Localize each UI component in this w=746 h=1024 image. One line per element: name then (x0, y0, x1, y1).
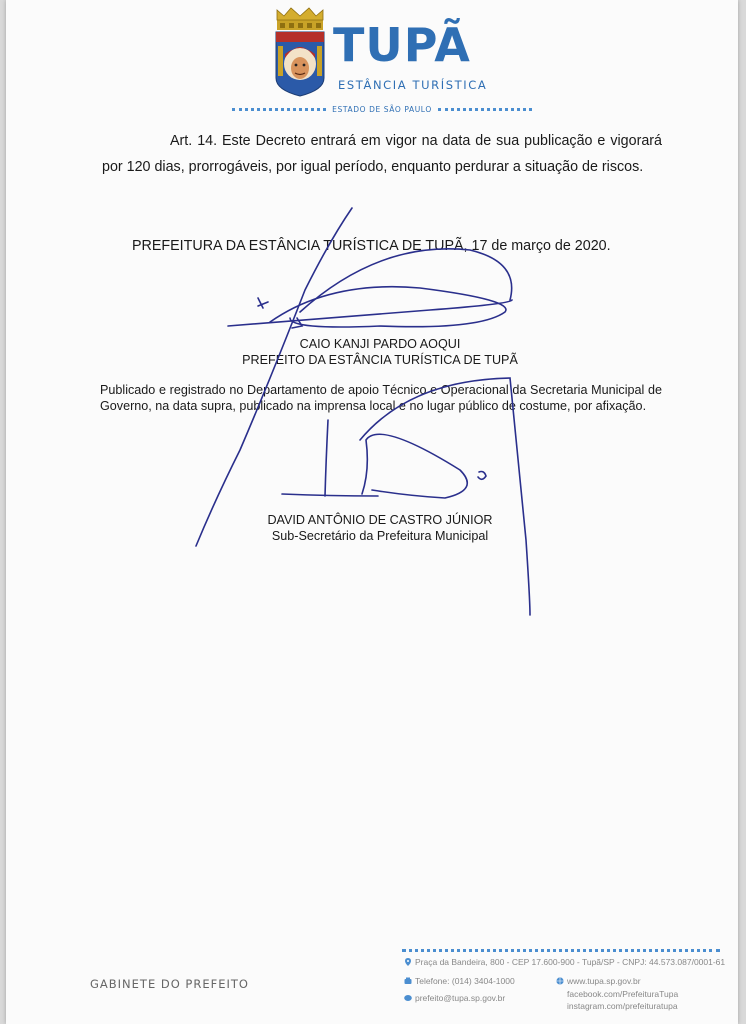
state-divider (232, 102, 532, 116)
phone-icon (404, 977, 412, 985)
mayor-title: PREFEITO DA ESTÂNCIA TURÍSTICA DE TUPÃ (242, 353, 518, 367)
crown-icon (277, 8, 323, 30)
footer-phone (404, 976, 515, 986)
footer-email[interactable] (404, 993, 505, 1003)
address-text: Praça da Bandeira, 800 - CEP 17.600-900 - Tupã/SP - CNPJ: 44.573.087/0001-61 (415, 957, 726, 967)
brand-subtitle: ESTÂNCIA TURÍSTICA (338, 78, 488, 92)
facebook-link[interactable]: facebook.com/PrefeituraTupa (567, 989, 679, 999)
mayor-name: CAIO KANJI PARDO AOQUI (299, 337, 461, 351)
subsecretary-title: Sub-Secretário da Prefeitura Municipal (271, 529, 489, 543)
brand-title: TUPÃ (333, 18, 471, 72)
globe-icon (556, 977, 564, 985)
instagram-link[interactable]: instagram.com/prefeituratupa (567, 1001, 678, 1011)
footer-dotted-divider (402, 949, 720, 952)
footer-address (404, 957, 725, 967)
email-link[interactable]: prefeito@tupa.sp.gov.br (415, 993, 506, 1003)
mayor-signature-block (200, 336, 560, 368)
phone-text: Telefone: (014) 3404-1000 (415, 976, 515, 986)
publication-note: Publicado e registrado no Departamento de apoio Técnico e Operacional da Secretaria Municipal de Governo, na data supra, publicado na imprensa local e no lugar público de costume, por afixação. (100, 383, 662, 413)
location-icon (404, 958, 412, 966)
dotted-divider-right (438, 108, 532, 111)
footer-website[interactable] (556, 976, 641, 986)
footer-office-label: GABINETE DO PREFEITO (90, 977, 249, 991)
article-14-text: Art. 14. Este Decreto entrará em vigor na data de sua publicação e vigorará por 120 dias, prorrogáveis, por igual período, enquanto perdurar a situação de riscos. (102, 133, 662, 175)
website-link[interactable]: www.tupa.sp.gov.br (567, 976, 641, 986)
subsecretary-signature-block (230, 512, 530, 544)
state-label: ESTADO DE SÃO PAULO (332, 104, 432, 114)
dotted-divider-left (232, 108, 326, 111)
place-and-date: PREFEITURA DA ESTÂNCIA TURÍSTICA DE TUPÃ, 17 de março de 2020. (132, 238, 611, 254)
shield-icon (276, 32, 324, 96)
subsecretary-name: DAVID ANTÔNIO DE CASTRO JÚNIOR (267, 513, 493, 527)
email-icon (404, 994, 412, 1002)
